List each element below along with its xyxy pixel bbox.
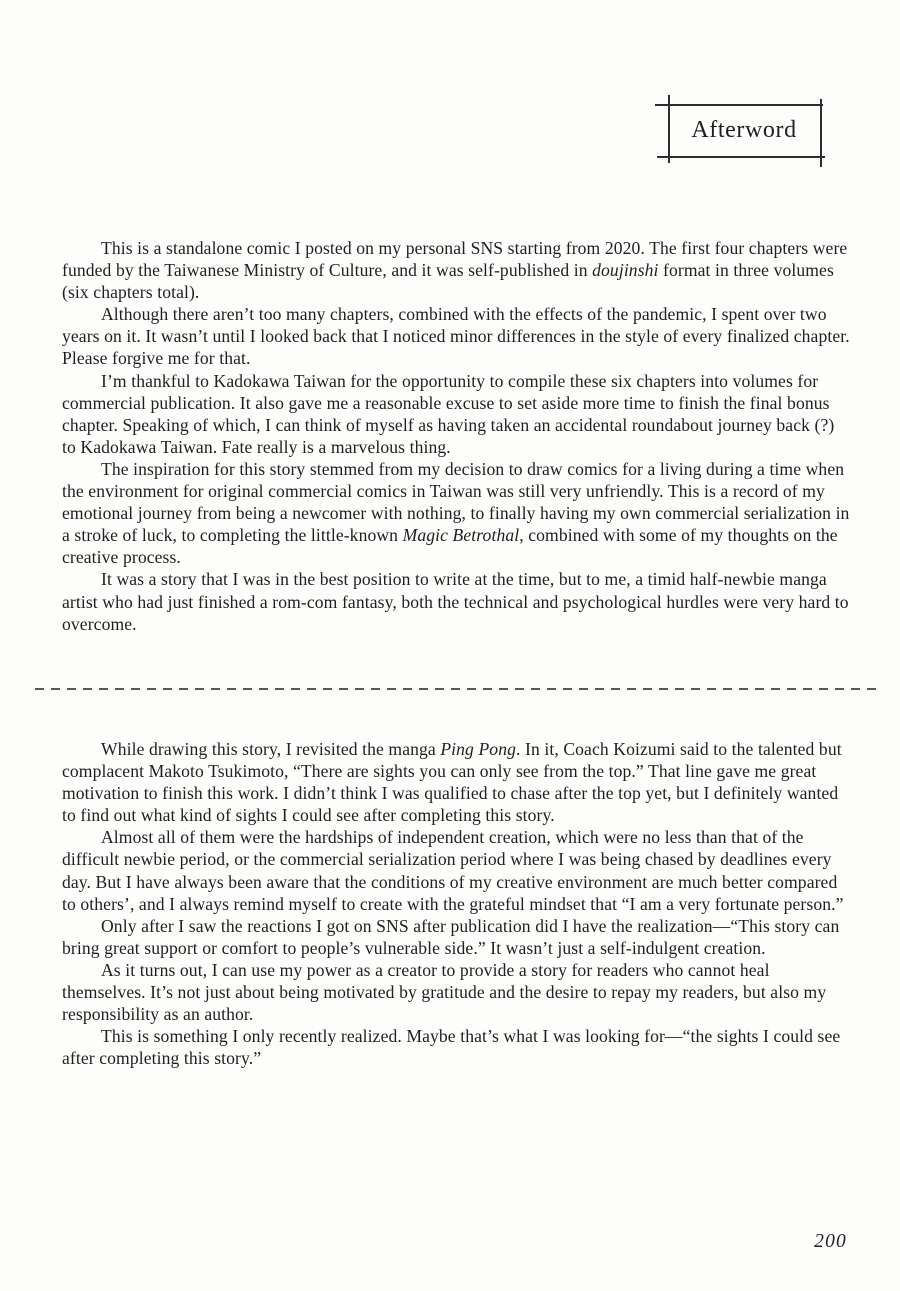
body-text: This is something I only recently realized. Maybe that’s what I was looking for—“the sights I could see after completing this story.” <box>62 1026 841 1069</box>
body-text: It was a story that I was in the best position to write at the time, but to me, a timid half-newbie manga artist who had just finished a rom-com fantasy, both the technical and psychological hurdles were very hard to overcome. <box>62 569 849 634</box>
paragraph <box>62 826 850 914</box>
paragraph <box>62 915 850 959</box>
section-divider <box>35 688 877 690</box>
paragraph <box>62 959 850 1025</box>
paragraph <box>62 1025 850 1069</box>
afterword-title: Afterword <box>691 117 797 143</box>
body-text: Almost all of them were the hardships of independent creation, which were no less than that of the difficult newbie period, or the commercial serialization period where I was being chased by deadlines every day. But I have always been aware that the conditions of my creative environment are much better compared to others’, and I always remind myself to create with the grateful mindset that “I am a very fortunate person.” <box>62 827 844 914</box>
body-text: Only after I saw the reactions I got on SNS after publication did I have the realization—“This story can bring great support or comfort to people’s vulnerable side.” It wasn’t just a self-indulgent creation. <box>62 915 840 958</box>
paragraph <box>62 303 850 369</box>
afterword-text-block-1 <box>62 237 850 635</box>
body-text: , combined with some of my thoughts on the creative process. <box>62 525 838 568</box>
paragraph <box>62 458 850 568</box>
paragraph <box>62 738 850 826</box>
body-text: I’m thankful to Kadokawa Taiwan for the opportunity to compile these six chapters into volumes for commercial publication. It also gave me a reasonable excuse to set aside more time to finish the final bonus chapter. Speaking of which, I can think of myself as having taken an accidental roundabout journey back (?) to Kadokawa Taiwan. Fate really is a marvelous thing. <box>62 370 835 457</box>
italic-work-title: doujinshi <box>592 260 659 281</box>
body-text: Although there aren’t too many chapters, combined with the effects of the pandemic, I spent over two years on it. It wasn’t until I looked back that I noticed minor differences in the style of every finalized chapter. Please forgive me for that. <box>62 304 850 369</box>
box-border-bottom <box>657 156 825 158</box>
paragraph <box>62 370 850 458</box>
afterword-box <box>650 92 835 172</box>
page-number: 200 <box>814 1231 847 1252</box>
body-text: format in three volumes (six chapters total). <box>62 260 834 303</box>
italic-work-title: Ping Pong <box>440 739 516 759</box>
afterword-text-block-2 <box>62 738 850 1069</box>
body-text: While drawing this story, I revisited the manga <box>101 739 441 759</box>
box-border-right <box>820 99 822 167</box>
body-text: As it turns out, I can use my power as a creator to provide a story for readers who cannot heal themselves. It’s not just about being motivated by gratitude and the desire to repay my readers, but also my responsibility as an author. <box>62 959 827 1025</box>
paragraph <box>62 237 850 303</box>
body-text: . In it, Coach Koizumi said to the talented but complacent Makoto Tsukimoto, “There are sights you can only see from the top.” That line gave me great motivation to finish this work. I didn’t think I was qualified to chase after the top yet, but I definitely wanted to find out what kind of sights I could see after completing this story. <box>62 739 842 826</box>
body-text: The inspiration for this story stemmed from my decision to draw comics for a living during a time when the environment for original commercial comics in Taiwan was still very unfriendly. This is a record of my emotional journey from being a newcomer with nothing, to finally having my own commercial serialization in a stroke of luck, to completing the little-known <box>62 458 850 546</box>
italic-work-title: Magic Betrothal <box>402 525 520 546</box>
body-text: This is a standalone comic I posted on my personal SNS starting from 2020. The first four chapters were funded by the Taiwanese Ministry of Culture, and it was self-published in <box>62 238 848 281</box>
paragraph <box>62 568 850 634</box>
